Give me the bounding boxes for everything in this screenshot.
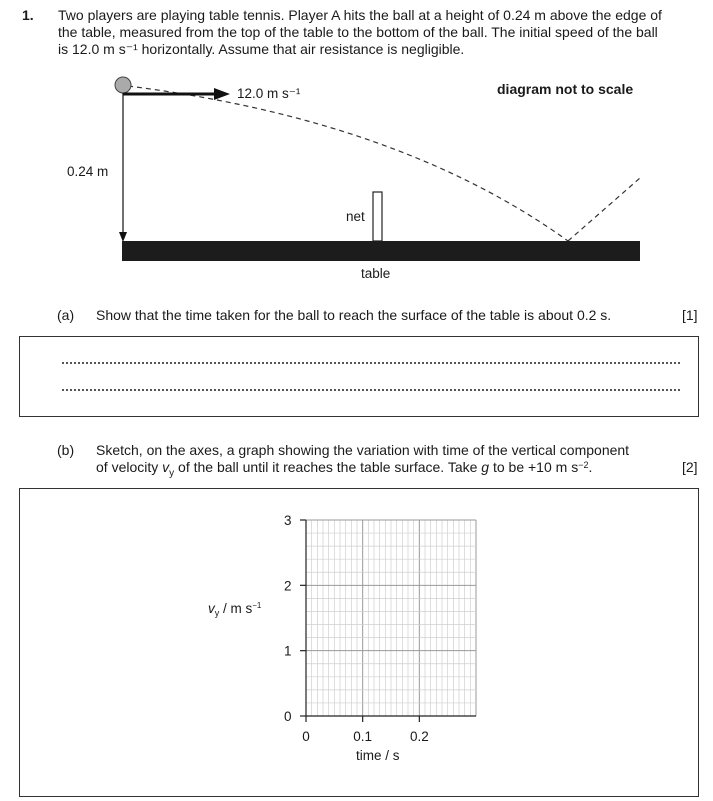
part-b-label: (b) [57,442,75,458]
part-a-marks: [1] [682,307,698,323]
x-tick-label: 0.1 [353,729,373,744]
y-tick-label: 2 [284,578,292,594]
net-label: net [346,209,365,224]
y-tick-label: 0 [284,709,292,724]
axes [300,520,476,722]
part-b-text-seg: . [588,459,593,475]
table-label: table [361,266,391,281]
x-tick-label: 0 [302,729,310,744]
y-tick-label: 3 [284,513,292,528]
height-label: 0.24 m [67,164,109,179]
velocity-symbol: v [162,459,170,475]
part-a-label: (a) [57,307,75,323]
speed-label: 12.0 m s⁻¹ [237,86,301,101]
grid [306,520,476,716]
x-tick-label: 0.2 [409,729,429,744]
diagram-note: diagram not to scale [497,81,634,97]
unit-superscript: −2 [578,460,589,470]
x-axis-label: time / s [356,748,400,763]
part-a-text: Show that the time taken for the ball to reach the surface of the table is about 0.2 s. [96,307,612,323]
question-number: 1. [22,7,34,23]
question-stem: Two players are playing table tennis. Player A hits the ball at a height of 0.24 m above the edge of the table, measured from the top of the table to the bottom of the ball. The initial speed of the ball is 12.0 m s⁻¹ horizontally. Assume that air resistance is negligible. [58,7,662,57]
part-b-marks: [2] [682,459,698,475]
part-b-line1: Sketch, on the axes, a graph showing the variation with time of the vertical component [96,442,630,458]
y-tick-label: 1 [284,643,292,659]
part-b-text-seg: to be +10 m s [489,459,579,475]
part-b-text-seg: of the ball until it reaches the table surface. Take [174,459,482,475]
g-symbol: g [481,459,490,475]
y-axis-label: $v_y$ / m $s^{-1}$ [208,601,262,618]
part-b-text-seg: of velocity [96,459,163,475]
velocity-subscript: y [169,467,175,479]
